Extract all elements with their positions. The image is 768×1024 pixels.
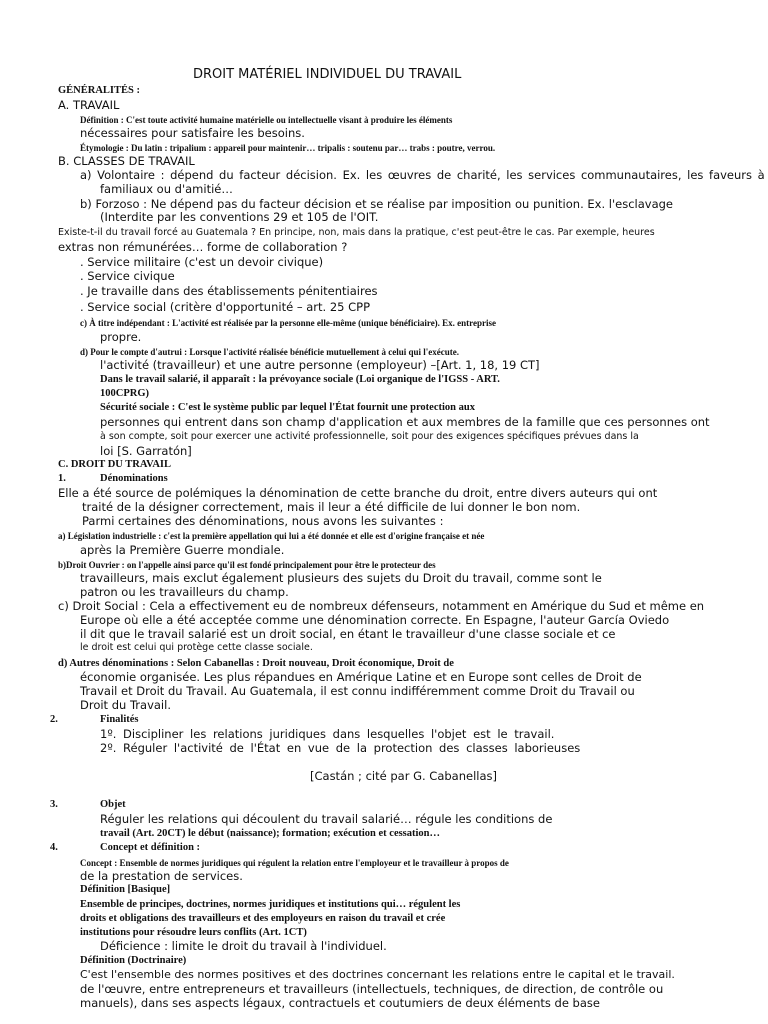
- section-heading-generalites: GÉNÉRALITÉS :: [58, 85, 140, 96]
- citation: [Castán ; cité par G. Cabanellas]: [310, 769, 497, 783]
- text-line: de l'œuvre, entre entrepreneurs et travailleurs (intellectuels, techniques, de direction, de contrôle ou: [80, 982, 664, 996]
- text-line: Parmi certaines des dénominations, nous avons les suivantes :: [82, 514, 444, 528]
- list-item: . Je travaille dans des établissements pénitentiaires: [80, 284, 378, 298]
- text-line: travail (Art. 20CT) le début (naissance); formation; exécution et cessation…: [100, 828, 441, 839]
- text-line: à son compte, soit pour exercer une activité professionnelle, soit pour des exigences spécifiques prévues dans la: [100, 431, 639, 442]
- text-line: après la Première Guerre mondiale.: [80, 543, 285, 557]
- text-line: (Interdite par les conventions 29 et 105 de l'OIT.: [100, 210, 379, 224]
- text-line: droits et obligations des travailleurs et des employeurs en raison du travail et crée: [80, 913, 446, 924]
- text-line: c) À titre indépendant : L'activité est réalisée par la personne elle-même (unique bénéficiaire). Ex. entreprise: [80, 318, 497, 328]
- text-line: patron ou les travailleurs du champ.: [80, 585, 289, 599]
- text-line: d) Autres dénominations : Selon Cabanellas : Droit nouveau, Droit économique, Droit de: [58, 658, 454, 669]
- text-line: institutions pour résoudre leurs conflits (Art. 1CT): [80, 927, 307, 938]
- text-line: Existe-t-il du travail forcé au Guatemala ? En principe, non, mais dans la pratique, c'est peut-être le cas. Par exemple, heures: [58, 227, 655, 238]
- text-line: propre.: [100, 330, 142, 344]
- document-title: DROIT MATÉRIEL INDIVIDUEL DU TRAVAIL: [193, 67, 462, 82]
- text-line: nécessaires pour satisfaire les besoins.: [80, 126, 305, 140]
- subsection-heading: Objet: [100, 799, 126, 810]
- text-line: d) Pour le compte d'autrui : Lorsque l'activité réalisée bénéficie mutuellement à celui qui l'exécute.: [80, 347, 460, 357]
- text-line: de la prestation de services.: [80, 869, 243, 883]
- text-line: Réguler les relations qui découlent du travail salarié… régule les conditions de: [100, 812, 553, 826]
- text-line: Europe où elle a été acceptée comme une dénomination correcte. En Espagne, l'auteur García Oviedo: [80, 613, 670, 627]
- text-line: a) Législation industrielle : c'est la première appellation qui lui a été donnée et elle est d'origine française et née: [58, 531, 485, 541]
- text-line: l'activité (travailleur) et une autre personne (employeur) –[Art. 1, 18, 19 CT]: [100, 358, 540, 372]
- section-number: 1.: [58, 473, 66, 484]
- text-line: b)Droit Ouvrier : on l'appelle ainsi parce qu'il est fondé principalement pour être le protecteur des: [58, 560, 436, 570]
- subsection-heading: Concept et définition :: [100, 842, 201, 853]
- text-line: extras non rémunérées… forme de collaboration ?: [58, 240, 348, 254]
- text-line: Définition (Doctrinaire): [80, 955, 187, 966]
- list-item: . Service social (critère d'opportunité – art. 25 CPP: [80, 300, 371, 314]
- section-number: 2.: [50, 714, 58, 725]
- text-line: C'est l'ensemble des normes positives et des doctrines concernant les relations entre le capital et le travail.: [80, 968, 675, 981]
- text-line: Travail et Droit du Travail. Au Guatemala, il est connu indifféremment comme Droit du Travail ou: [80, 684, 635, 698]
- text-line: traité de la désigner correctement, mais il leur a été difficile de lui donner le bon nom.: [82, 500, 581, 514]
- section-heading-droit-du-travail: C. DROIT DU TRAVAIL: [58, 459, 172, 470]
- text-line: Elle a été source de polémiques la dénomination de cette branche du droit, entre divers auteurs qui ont: [58, 486, 658, 500]
- text-line: le droit est celui qui protège cette classe sociale.: [80, 642, 313, 653]
- text-line: il dit que le travail salarié est un droit social, en étant le travailleur d'une classe sociale et ce: [80, 627, 616, 641]
- text-line: 100CPRG): [100, 388, 149, 399]
- section-heading-travail: A. TRAVAIL: [58, 98, 120, 112]
- section-number: 3.: [50, 799, 58, 810]
- subsection-heading: Finalités: [100, 714, 139, 725]
- list-item: 1º. Discipliner les relations juridiques dans lesquelles l'objet est le travail.: [100, 727, 555, 741]
- list-item: 2º. Réguler l'activité de l'État en vue de la protection des classes laborieuses: [100, 741, 581, 755]
- text-line: économie organisée. Les plus répandues en Amérique Latine et en Europe sont celles de Droit de: [80, 670, 642, 684]
- section-heading-classes: B. CLASSES DE TRAVAIL: [58, 154, 195, 168]
- text-line: a) Volontaire : dépend du facteur décision. Ex. les œuvres de charité, les services communautaires, les faveurs à: [80, 168, 765, 182]
- text-line: personnes qui entrent dans son champ d'application et aux membres de la famille que ces personnes ont: [100, 415, 710, 429]
- list-item: . Service civique: [80, 269, 175, 283]
- text-line: travailleurs, mais exclut également plusieurs des sujets du Droit du travail, comme sont le: [80, 571, 602, 585]
- text-line: Concept : Ensemble de normes juridiques qui régulent la relation entre l'employeur et le travailleur à propos de: [80, 858, 509, 868]
- text-line: Sécurité sociale : C'est le système public par lequel l'État fournit une protection aux: [100, 402, 475, 413]
- text-line: c) Droit Social : Cela a effectivement eu de nombreux défenseurs, notamment en Amérique du Sud et même en: [58, 599, 705, 613]
- text-line: familiaux ou d'amitié…: [100, 182, 233, 196]
- subsection-heading: Dénominations: [100, 473, 168, 484]
- section-number: 4.: [50, 842, 58, 853]
- text-line: Déficience : limite le droit du travail à l'individuel.: [100, 939, 387, 953]
- text-line: Définition [Basique]: [80, 884, 171, 895]
- text-line: Dans le travail salarié, il apparaît : la prévoyance sociale (Loi organique de l'IGSS - ART.: [100, 374, 500, 385]
- text-line: Étymologie : Du latin : tripalium : appareil pour maintenir… tripalis : soutenu par… trabs : poutre, verrou.: [80, 143, 496, 153]
- text-line: loi [S. Garratón]: [100, 444, 192, 458]
- list-item: . Service militaire (c'est un devoir civique): [80, 255, 324, 269]
- text-line: manuels), dans ses aspects légaux, contractuels et coutumiers de deux éléments de base: [80, 996, 600, 1010]
- text-line: Ensemble de principes, doctrines, normes juridiques et institutions qui… régulent les: [80, 899, 461, 910]
- text-line: b) Forzoso : Ne dépend pas du facteur décision et se réalise par imposition ou punition. Ex. l'esclavage: [80, 197, 673, 211]
- text-line: Droit du Travail.: [80, 698, 171, 712]
- text-line: Définition : C'est toute activité humaine matérielle ou intellectuelle visant à produire les éléments: [80, 115, 453, 125]
